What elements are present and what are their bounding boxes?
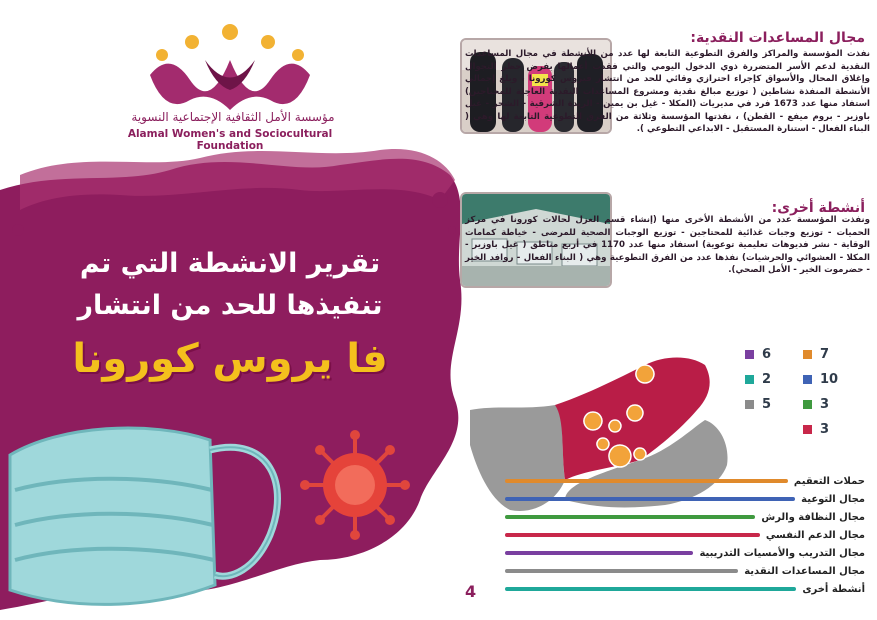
cash-aid-heading: مجال المساعدات النقدية:: [690, 30, 865, 46]
stat-value: 7: [820, 347, 830, 362]
legend-item: [505, 472, 865, 490]
stat-item: [745, 347, 771, 362]
legend-label: حملات التعقيم: [793, 475, 865, 487]
face-mask-illustration: [0, 395, 300, 620]
legend-item: [505, 490, 865, 508]
legend-line: [505, 551, 693, 555]
color-swatch: [803, 425, 812, 434]
org-name-arabic: مؤسسة الأمل الثقافية الإجتماعية النسوية: [131, 110, 335, 124]
legend-line: [505, 533, 760, 537]
other-activities-heading: أنشطة أخرى:: [771, 200, 865, 216]
legend-line: [505, 479, 788, 483]
color-swatch: [803, 375, 812, 384]
legend-line: [505, 587, 796, 591]
color-swatch: [745, 400, 754, 409]
color-swatch: [745, 375, 754, 384]
stat-value: 3: [820, 397, 830, 412]
activity-legend: [505, 472, 865, 598]
report-title-highlight: فا يروس كورونا: [72, 336, 388, 382]
report-title-line-2: تنفيذها للحد من انتشار: [77, 290, 383, 321]
other-activities-body: ونفذت المؤسسة عدد من الأنشطة الأخرى منها (إنشاء قسم العزل لحالات كورونا في مركز الحميات - توزيع وجبات غذائية للمحتاجين - توزيع الوجبات الصحية للمرضى - خياطة كمامات الوقاية - نشر فديوهات تعليمية توعوية) استفاد منها عدد 1170 في أربع مناطق ( غيل باوزير - المكلا - العشوائي والحرشيات) نفذها عدد من الفرق التطوعية وهي ( البناء الفعال - روافد الخير - حضرموت الخير - الأمل الصحي).: [465, 215, 870, 275]
legend-label: مجال التدريب والأمسيات التدريبية: [699, 547, 865, 559]
legend-item: [505, 544, 865, 562]
stats-key: [745, 345, 865, 445]
legend-line: [505, 515, 755, 519]
legend-item: [505, 562, 865, 580]
legend-label: أنشطة أخرى: [802, 583, 865, 595]
stat-item: [745, 397, 771, 412]
legend-label: مجال الدعم النفسي: [765, 529, 865, 541]
stat-value: 2: [762, 372, 772, 387]
stat-item: [803, 397, 829, 412]
cash-aid-body: نفذت المؤسسة والمراكز والفرق التطوعية التابعة لها عدد من الأنشطة في مجال المساعدات النقدية لدعم الأسر المتضررة ذوي الدخول اليومي والتي فقدت أعمالها بفرض حظر التجوال وإغلاق المحال والأسواق كإجراء احترازي وقائي للحد من انتشار فيروس كورونا ، وبلغ إجمالي الأنشطة المنفذة نشاطين ( توزيع مبالغ نقدية ومشروع المساعدات النقدية العاجلة للمحتاجين) استفاد منها عدد 1673 فرد في مديريات (المكلا - غيل بن يمين - الريدة الشرقية - الشحر - غيل باوزير - بروم ميفع - القطن) ، نفذتها المؤسسة وثلاثة من الفرق التطوعية التابعة لها وهي ( البناء الفعال - استنارة المستقبل - الابداعي التطوعي ).: [465, 49, 870, 134]
stat-item: [803, 347, 829, 362]
report-title-line-1: تقرير الانشطة التي تم: [79, 248, 381, 279]
legend-label: مجال التوعية: [801, 493, 865, 505]
stat-value: 10: [820, 372, 839, 387]
stat-value: 3: [820, 422, 830, 437]
page-number: 4: [465, 582, 477, 601]
stat-value: 5: [762, 397, 772, 412]
legend-item: [505, 580, 865, 598]
org-name-english: Alamal Women's and Sociocultural Foundation: [127, 128, 333, 152]
legend-item: [505, 508, 865, 526]
stat-item: [803, 372, 838, 387]
color-swatch: [803, 350, 812, 359]
legend-line: [505, 497, 795, 501]
virus-icon: [300, 430, 410, 540]
legend-label: مجال النظافة والرش: [761, 511, 865, 523]
stat-item: [745, 372, 771, 387]
stat-item: [803, 422, 829, 437]
stat-value: 6: [762, 347, 772, 362]
color-swatch: [803, 400, 812, 409]
legend-item: [505, 526, 865, 544]
color-swatch: [745, 350, 754, 359]
legend-label: مجال المساعدات النقدية: [744, 565, 865, 577]
legend-line: [505, 569, 738, 573]
